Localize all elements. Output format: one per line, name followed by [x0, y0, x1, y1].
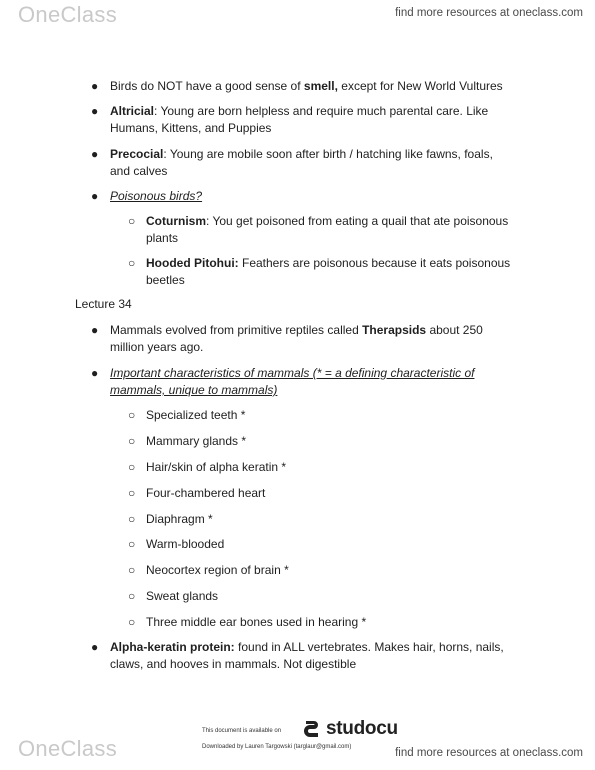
bullet-icon: ● — [91, 366, 99, 380]
term: smell, — [303, 79, 338, 93]
sub-list-item — [128, 433, 528, 450]
text: Humans, Kittens, and Puppies — [110, 121, 272, 135]
find-more-resources-link[interactable]: find more resources at oneclass.com — [395, 7, 583, 19]
bullet-icon: ● — [91, 323, 99, 337]
studocu-logo[interactable] — [300, 718, 398, 740]
oneclass-logo[interactable] — [18, 2, 117, 28]
term: Altricial — [110, 104, 155, 118]
circle-bullet-icon: ○ — [128, 537, 136, 551]
list-item — [91, 103, 511, 137]
list-item — [91, 639, 511, 673]
characteristic-text: Sweat glands — [146, 589, 219, 603]
circle-bullet-icon: ○ — [128, 214, 136, 228]
circle-bullet-icon: ○ — [128, 256, 136, 270]
section-heading: Poisonous birds? — [110, 189, 203, 203]
sub-list-item — [128, 213, 528, 247]
circle-bullet-icon: ○ — [128, 460, 136, 474]
circle-bullet-icon: ○ — [128, 434, 136, 448]
text: Mammals evolved from primitive reptiles called — [110, 323, 363, 337]
text: : Young are mobile soon after birth / hatching like fawns, foals, — [163, 147, 493, 161]
bullet-icon: ● — [91, 189, 99, 203]
section-heading: mammals, unique to mammals) — [110, 383, 278, 397]
text: claws, and hooves in mammals. Not digestible — [110, 657, 357, 671]
text: and calves — [110, 164, 168, 178]
circle-bullet-icon: ○ — [128, 512, 136, 526]
bullet-icon: ● — [91, 147, 99, 161]
sub-list-item — [128, 562, 528, 579]
oneclass-logo-bottom[interactable] — [18, 736, 117, 762]
section-heading: Important characteristics of mammals (* = a defining characteristic of — [110, 366, 475, 380]
studocu-wordmark: studocu — [326, 718, 398, 739]
sub-list-item — [128, 407, 528, 424]
characteristic-text: Diaphragm * — [146, 512, 213, 526]
oneclass-logo-text: OneClass — [18, 2, 117, 27]
bullet-icon: ● — [91, 640, 99, 654]
list-item — [91, 146, 511, 180]
find-more-resources-link-bottom[interactable]: find more resources at oneclass.com — [395, 747, 583, 759]
sub-list-item — [128, 255, 528, 289]
characteristic-text: Neocortex region of brain * — [146, 563, 289, 577]
characteristic-text: Hair/skin of alpha keratin * — [146, 460, 287, 474]
text: about 250 — [426, 323, 483, 337]
text: Birds do NOT have a good sense of — [110, 79, 304, 93]
text: except for New World Vultures — [337, 79, 503, 93]
lecture-heading: Lecture 34 — [75, 297, 132, 311]
characteristic-text: Warm-blooded — [146, 537, 225, 551]
text: beetles — [146, 273, 185, 287]
sub-list-item — [128, 614, 528, 631]
bullet-icon: ● — [91, 104, 99, 118]
term: Alpha-keratin protein: — [110, 640, 235, 654]
characteristic-text: Four-chambered heart — [146, 486, 266, 500]
circle-bullet-icon: ○ — [128, 589, 136, 603]
sub-list-item — [128, 588, 528, 605]
circle-bullet-icon: ○ — [128, 615, 136, 629]
oneclass-logo-text: OneClass — [18, 736, 117, 761]
list-item — [91, 188, 511, 205]
characteristic-text: Three middle ear bones used in hearing * — [146, 615, 367, 629]
circle-bullet-icon: ○ — [128, 563, 136, 577]
term: Hooded Pitohui: — [146, 256, 239, 270]
term: Therapsids — [362, 323, 427, 337]
sub-list-item — [128, 511, 528, 528]
list-item — [91, 322, 511, 356]
characteristic-text: Specialized teeth * — [146, 408, 246, 422]
circle-bullet-icon: ○ — [128, 486, 136, 500]
sub-list-item — [128, 459, 528, 476]
sub-list-item — [128, 485, 528, 502]
list-item — [91, 365, 511, 399]
text: Feathers are poisonous because it eats poisonous — [238, 256, 511, 270]
characteristic-text: Mammary glands * — [146, 434, 247, 448]
available-on-text: This document is available on — [202, 728, 282, 734]
downloaded-by-text: Downloaded by Lauren Targowski (targlaur@gmail.com) — [202, 744, 352, 750]
studocu-icon — [300, 718, 322, 740]
text: million years ago. — [110, 340, 204, 354]
sub-list-item — [128, 536, 528, 553]
text: found in ALL vertebrates. Makes hair, horns, nails, — [234, 640, 504, 654]
circle-bullet-icon: ○ — [128, 408, 136, 422]
term: Precocial — [110, 147, 164, 161]
text: : You get poisoned from eating a quail that ate poisonous — [206, 214, 509, 228]
term: Coturnism — [146, 214, 206, 228]
list-item — [91, 78, 511, 95]
text: : Young are born helpless and require much parental care. Like — [154, 104, 489, 118]
text: plants — [146, 231, 179, 245]
bullet-icon: ● — [91, 79, 99, 93]
